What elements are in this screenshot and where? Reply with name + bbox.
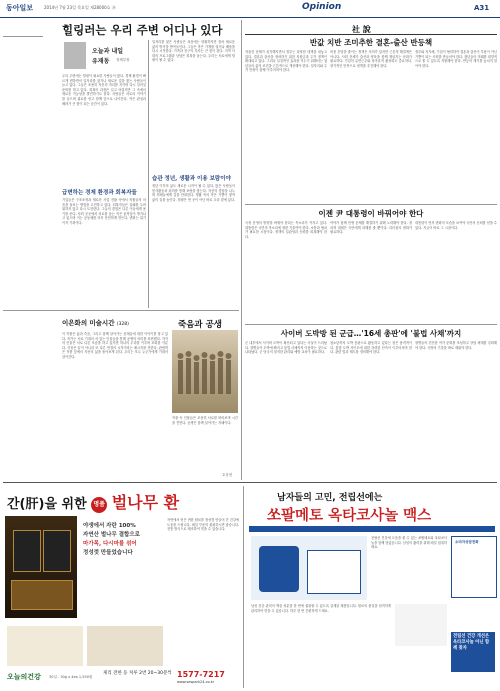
ad2-side-box: 전립선 건강 개선은 옥타코사놀 아닌 함께 찾자 — [451, 632, 495, 672]
ad2-title: 쏘팔메토 옥타코사놀 맥스 — [267, 508, 432, 524]
editorial-3-col-a: 군 내부에서 사이버 도박이 확산되고 있다는 사실이 드러났다. 장병들이 도박에 빠지고 불법 사채까지 이용하는 것으로 나타났다. 군 당국의 철저한 관리와 예방 교육이 필요하다. — [245, 341, 327, 355]
newspaper-logo: 동아일보 — [6, 4, 34, 12]
ad1-title: 간(肝)을 위한 명품 벌나무 환 — [7, 493, 180, 512]
ad1-footer: 제리 전한 등 처루 2번 20~30분씩 — [103, 671, 172, 676]
ad1-line: 정성껏 만들었습니다 — [83, 550, 133, 556]
ad2-description: 전립선 건강에 도움을 줄 수 있는 쏘팔메토와 옥타코사놀을 함께 담았습니다. 남성의 활력을 위해 매일 섭취하세요. — [371, 536, 447, 550]
ad1-line: 야생에서 자란 100% — [83, 523, 136, 529]
column-body-c: 일자리를 잃은 사람들은 처음에는 당황하지만 점차 새로운 삶의 방식을 받아들인다. 그들은 작은 가게를 열거나 배움을 다시 시작한다. 가족과 친구의 지지는 큰 힘이 된다. 지역 사회의 프로그램과 상담은 회복을 돕는다. 우리는 서로에게 힐링이 될 수 있다. — [152, 40, 235, 63]
ad1-phone: 1577-7217 — [177, 670, 225, 679]
editorial-1-col-a: 저출산 문제가 심각해지면서 정부는 다양한 대책을 내놓고 있다. 결혼과 출산을 장려하기 위한 지원금과 주거 정책이 확대되고 있다. 그러나 실질적인 효과를 거두기 위해서는 청년들의 삶의 조건을 근본적으로 개선해야 한다. 일자리와 주거 안정이 함께 이루어져야 한다. — [245, 50, 327, 73]
author-photo — [64, 42, 86, 69]
ad2-side-label: 소비자상담전화 — [455, 540, 479, 544]
editorial-rule — [245, 34, 497, 35]
ad1-line: 자연산 벌나무 결합으로 — [83, 532, 140, 538]
column-subhead-1: 급변하는 경제 환경과 회복자들 — [62, 190, 137, 196]
ad1-info-box — [7, 626, 83, 666]
editorial-title-3: 사이버 도박방 된 군급…'16세 총판'에 '불법 사채'까지 — [280, 329, 462, 338]
editorial-2-col-b: 여야가 함께 민생 문제를 해결하기 위해 노력해야 한다. 정치적 대립은 국민에게 피해를 줄 뿐이다. 리더십의 변화가 필요하다. — [330, 221, 412, 235]
editorial-3-col-b: 청소년까지 도박 총판으로 활동하고 있다는 점은 충격적이다. 불법 도박 사이트에 대한 강력한 단속이 이루어져야 한다. 관련 법과 제도를 정비해야 한다. — [330, 341, 412, 355]
ad2-product-image — [251, 536, 367, 600]
editorial-label: 社 說 — [352, 24, 371, 34]
editorial-3-col-c: 장병들의 건전한 여가 문화를 조성하고 상담 체계를 강화해야 한다. 국방의 기강을 바로 세워야 한다. — [415, 341, 497, 350]
editorial-divider-2 — [245, 324, 497, 325]
bottle-icon — [259, 546, 299, 592]
ad1-copy — [83, 522, 163, 558]
editorial-2-col-a: 국정 운영의 방향을 바꿔야 한다는 목소리가 커지고 있다. 대통령은 국민의 목소리에 귀를 기울여야 한다. 소통과 협치가 필요한 시점이다. 정책의 일관성과 신뢰를 회복해야 한다. — [245, 221, 327, 239]
column-body-a: 우리 주변에는 힐링이 필요한 사람들이 많다. 경제 환경이 빠르게 변하면서 일자리를 잃거나 새로운 길을 찾는 사람들이 늘고 있다. 그들은 조용히 자신의 자리를 지키며 다시 일어설 준비를 하고 있다. 회복의 과정은 길고 어렵지만 그 속에서 새로운 가능성을 발견하기도 한다. 사람들은 서로의 이야기를 들으며 위로를 얻고 함께 앞으로 나아간다. 작은 관심과 배려가 큰 힘이 되는 순간이 있다. — [62, 74, 146, 106]
art-caption: 호상현 — [222, 473, 233, 477]
author-name: 유재동 — [92, 58, 110, 65]
page-number: A31 — [474, 4, 490, 12]
editorial-title-1: 반값 치반 조미추한 결혼-출산 반등책 — [309, 38, 433, 47]
ad1-product-jars — [5, 516, 77, 618]
editorial-2-col-c: 대통령이 먼저 변화의 모습을 보여야 국민의 신뢰를 얻을 수 있다. 지금이 바로 그 시점이다. — [415, 221, 497, 230]
artwork-image — [172, 330, 238, 413]
column-body-b: 기업들은 구조조정과 새로운 사업 전환 속에서 직원들의 마음을 돌보는 방법을 고민하고 있다. 회복자들은 실패를 두려워하지 않고 다시 도전한다. 그들의 경험은 다른 이들에게 용기를 준다. 사회 곳곳에서 서로를 돕는 작은 움직임이 생겨나고 있으며 이는 공동체를 더욱 단단하게 만든다. 변화는 위기이자 기회이다. — [62, 198, 146, 225]
ad2-body: 남성 건강 관리의 핵심 성분을 한 번에 섭취할 수 있도록 설계된 제품입니다. 원료의 품질을 엄격하게 관리하여 믿을 수 있습니다. 하루 한 번 간편하게 드세요. — [251, 604, 391, 613]
jar-icon — [43, 530, 71, 572]
art-column-body-2: 작품 속 인물들은 조용히 서로를 바라보며 시간을 견딘다. 공생은 함께 살아가는 지혜이다. — [172, 416, 238, 425]
ad2-accent-bar — [249, 526, 495, 532]
column-divider — [148, 40, 149, 308]
ad1-description: 자연에서 얻은 귀한 원료를 정성껏 만들어 간 건강에 도움을 드립니다. 매일 꾸준히 섭취하시면 좋습니다. 전통 방식으로 제조하여 믿을 수 있습니다. — [167, 518, 239, 532]
column-body-d: 정년 이후의 삶도 새로운 시작이 될 수 있다. 많은 사람들이 봉사활동과 취미를 통해 보람을 찾는다. 자신의 경험을 나누며 후배들에게 길을 안내한다. 생활 속의 작은 기쁨이 쌓여 삶의 질을 높인다. 힐링은 먼 곳이 아닌 바로 우리 곁에 있다. — [152, 184, 235, 202]
ad1-line: 마가목, 다시마를 섞어 — [83, 541, 137, 547]
ad2-thumb — [395, 604, 447, 646]
column-series: 오늘과 내일 — [92, 48, 124, 55]
ad-saw-palmetto — [247, 486, 497, 688]
art-column-body: 이 작품은 삶과 죽음, 그리고 함께 살아가는 존재들에 대한 이야기를 담고 있다. 작가는 서로 기대어 서 있는 인물들을 통해 공생의 의미를 표현했다. 각각의 인물은 서로 다른 모습을 하고 있지만 하나의 무리를 이루며 조화를 이룬다. 죽음은 끝이 아니라 또 다른 연결의 시작이라는 메시지를 전한다. 관람객은 작품 앞에서 자신의 삶을 돌아보게 된다. 우리는 모두 누군가에게 기대어 살아간다. — [62, 332, 168, 359]
ad2-subtitle: 남자들의 고민, 전립선에는 — [277, 493, 383, 503]
section-title: Opinion — [302, 2, 342, 12]
editorial-1-col-c: 정부와 지자체, 기업이 협력하여 결혼과 출산이 부담이 아닌 기쁨이 되는 사회를 만들어야 한다. 청년들이 미래를 희망적으로 볼 수 있도록 지원해야 한다. 반등의 계기를 놓치지 말아야 한다. — [415, 50, 497, 68]
divider — [3, 36, 43, 37]
ads-divider — [243, 486, 244, 688]
ad1-price: 30일 - 30g x 4ea 1,550원 — [49, 675, 93, 679]
art-column-title: 죽음과 공생 — [178, 320, 223, 330]
box-icon — [307, 550, 361, 594]
ad1-info-box-2 — [87, 626, 163, 666]
issue-date: 2014년 7월 23일 목요일 제28000호 ⑭ — [44, 5, 116, 10]
ad-divider — [3, 482, 497, 483]
ad1-badge: 명품 — [91, 497, 107, 513]
masthead-bar — [0, 0, 500, 18]
column-title: 힐링러는 우리 주변 어디나 있다 — [62, 23, 223, 37]
jar-icon — [13, 530, 41, 572]
author-role: 정제부장 — [116, 58, 130, 62]
ad2-side-panel — [451, 536, 497, 598]
main-divider — [241, 20, 242, 480]
column-subhead-2: 습관 정년, 생활과 이용 보람이야 — [152, 176, 231, 182]
art-column-series: 이은화의 미술시간 (328) — [62, 319, 129, 327]
artwork-figures — [172, 330, 238, 413]
editorial-divider-1 — [245, 204, 497, 205]
ad1-url: www.sespark24.co.kr — [177, 680, 215, 684]
box-icon — [11, 580, 73, 610]
ad-honey-pill — [3, 486, 241, 688]
ad1-brand: 오늘의건강 — [7, 673, 41, 681]
editorial-1-col-b: 비용 부담을 줄이는 정책은 의미가 있지만 근본적 해결책은 아니다. 사회 전체가 출산과 양육을 함께 책임지는 문화가 필요하다. 기업의 유연근무와 육아휴직 활성화도 중요하다. 장기적인 안목으로 정책을 추진해야 한다. — [330, 50, 412, 68]
editorial-title-2: 이젠 尹 대통령이 바꿔어야 한다 — [318, 209, 424, 218]
section-divider — [3, 310, 239, 311]
